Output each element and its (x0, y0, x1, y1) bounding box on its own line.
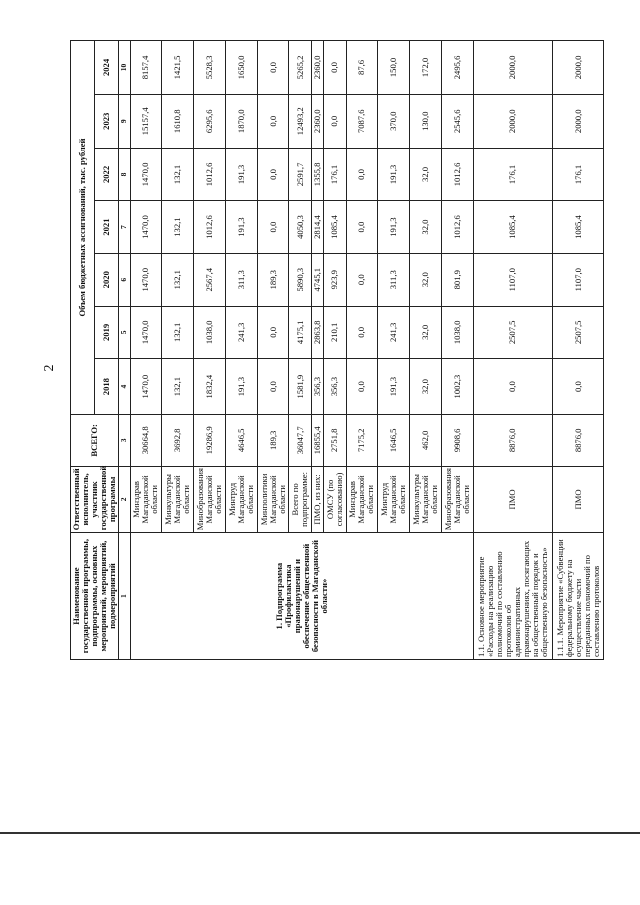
value-cell: 923,9 (324, 253, 346, 306)
value-cell: 3692,8 (162, 415, 194, 467)
value-cell: 4745,1 (311, 253, 324, 306)
header-name: Наименование государственной программы, подпрограммы, основных мероприятий, мероприятий, подмероприятий (71, 533, 119, 660)
value-cell: 32,0 (410, 359, 442, 415)
value-cell: 191,3 (225, 359, 257, 415)
value-cell: 0,0 (324, 94, 346, 148)
value-cell: 0,0 (346, 148, 378, 201)
col-number: 4 (119, 359, 131, 415)
responsible-cell: Минтруд Магаданской области (225, 466, 257, 533)
value-cell: 1470,0 (130, 253, 162, 306)
value-cell: 2000,0 (473, 94, 552, 148)
value-cell: 1421,5 (162, 41, 194, 95)
value-cell: 1581,9 (289, 359, 311, 415)
value-cell: 241,3 (378, 306, 410, 359)
measure-name: 1.1. Основное мероприятие «Расходы на реализацию полномочий по составлению протоколов об административных правонарушениях, посягающих на общественный порядок и общественную безопасность» (473, 533, 552, 660)
header-resp: Ответственный исполнитель, участник государственной программы (71, 466, 119, 533)
responsible-cell: ОМСУ (по согласованию) (324, 466, 346, 533)
value-cell: 0,0 (346, 201, 378, 254)
value-cell: 0,0 (473, 359, 552, 415)
value-cell: 1610,8 (162, 94, 194, 148)
value-cell: 356,3 (324, 359, 346, 415)
value-cell: 6295,6 (194, 94, 226, 148)
col-number: 7 (119, 201, 131, 254)
value-cell: 191,3 (378, 148, 410, 201)
value-cell: 172,0 (410, 41, 442, 95)
value-cell: 191,3 (378, 201, 410, 254)
responsible-cell: Минполитики Магаданской области (257, 466, 289, 533)
value-cell: 132,1 (162, 148, 194, 201)
value-cell: 2495,6 (441, 41, 473, 95)
value-cell: 7175,2 (346, 415, 378, 467)
value-cell: 15157,4 (130, 94, 162, 148)
header-year: 2019 (95, 306, 119, 359)
value-cell: 2545,6 (441, 94, 473, 148)
value-cell: 1012,6 (194, 201, 226, 254)
value-cell: 1470,0 (130, 201, 162, 254)
value-cell: 32,0 (410, 306, 442, 359)
value-cell: 311,3 (378, 253, 410, 306)
header-year: 2023 (95, 94, 119, 148)
value-cell: 189,3 (257, 253, 289, 306)
value-cell: 191,3 (378, 359, 410, 415)
responsible-cell: ПМО, из них: (311, 466, 324, 533)
measure-name: 1.1.1. Мероприятие «Субвенции федеральному бюджету на осуществление части переданных полномочий по составлению протоколов (553, 533, 604, 660)
value-cell: 1832,4 (194, 359, 226, 415)
value-cell: 241,3 (225, 306, 257, 359)
value-cell: 2567,4 (194, 253, 226, 306)
value-cell: 9908,6 (441, 415, 473, 467)
col-number: 3 (119, 415, 131, 467)
value-cell: 4175,1 (289, 306, 311, 359)
value-cell: 0,0 (257, 41, 289, 95)
value-cell: 2863,8 (311, 306, 324, 359)
value-cell: 132,1 (162, 253, 194, 306)
col-number: 2 (119, 466, 131, 533)
value-cell: 5890,3 (289, 253, 311, 306)
value-cell: 4646,5 (225, 415, 257, 467)
value-cell: 0,0 (257, 359, 289, 415)
value-cell: 1646,5 (378, 415, 410, 467)
value-cell: 1038,0 (441, 306, 473, 359)
responsible-cell: Минтруд Магаданской области (378, 466, 410, 533)
responsible-cell: Всего по подпрограмме: (289, 466, 311, 533)
col-number: 10 (119, 41, 131, 95)
value-cell: 462,0 (410, 415, 442, 467)
value-cell: 2360,0 (311, 94, 324, 148)
value-cell: 0,0 (553, 359, 604, 415)
header-budget: Объем бюджетных ассигнований, тыс. рублей (71, 41, 95, 415)
value-cell: 30664,8 (130, 415, 162, 467)
value-cell: 0,0 (257, 94, 289, 148)
value-cell: 0,0 (257, 148, 289, 201)
subprogram-title: 1. Подпрограмма «Профилактика правонарушений и обеспечение общественной безопасности в Магаданской области» (130, 533, 473, 660)
value-cell: 0,0 (346, 253, 378, 306)
value-cell: 0,0 (257, 201, 289, 254)
value-cell: 1355,8 (311, 148, 324, 201)
value-cell: 4050,3 (289, 201, 311, 254)
value-cell: 2751,8 (324, 415, 346, 467)
scan-edge-line (0, 832, 640, 834)
value-cell: 5528,3 (194, 41, 226, 95)
value-cell: 1650,0 (225, 41, 257, 95)
value-cell: 16855,4 (311, 415, 324, 467)
value-cell: 2507,5 (553, 306, 604, 359)
header-year: 2018 (95, 359, 119, 415)
value-cell: 801,9 (441, 253, 473, 306)
value-cell: 32,0 (410, 201, 442, 254)
value-cell: 5265,2 (289, 41, 311, 95)
rotated-table-area (70, 40, 601, 660)
value-cell: 356,3 (311, 359, 324, 415)
value-cell: 0,0 (346, 359, 378, 415)
value-cell: 7087,6 (346, 94, 378, 148)
responsible-cell: Минобразования Магаданской области (194, 466, 226, 533)
responsible-cell: Минздрав Магаданской области (130, 466, 162, 533)
value-cell: 150,0 (378, 41, 410, 95)
table-row (553, 41, 604, 660)
value-cell: 176,1 (324, 148, 346, 201)
value-cell: 2507,5 (473, 306, 552, 359)
value-cell: 36047,7 (289, 415, 311, 467)
value-cell: 189,3 (257, 415, 289, 467)
table-row (130, 41, 162, 660)
table-row (473, 41, 552, 660)
value-cell: 32,0 (410, 148, 442, 201)
responsible-cell: Минобразования Магаданской области (441, 466, 473, 533)
value-cell: 87,6 (346, 41, 378, 95)
value-cell: 1085,4 (553, 201, 604, 254)
value-cell: 1038,0 (194, 306, 226, 359)
value-cell: 8876,0 (473, 415, 552, 467)
responsible-cell: Минздрав Магаданской области (346, 466, 378, 533)
column-number-row (119, 41, 131, 660)
header-total: ВСЕГО: (71, 415, 119, 467)
header-year: 2020 (95, 253, 119, 306)
value-cell: 2000,0 (473, 41, 552, 95)
value-cell: 191,3 (225, 201, 257, 254)
value-cell: 12493,2 (289, 94, 311, 148)
value-cell: 1012,6 (441, 201, 473, 254)
header-year: 2022 (95, 148, 119, 201)
budget-table (70, 40, 604, 660)
value-cell: 210,1 (324, 306, 346, 359)
value-cell: 176,1 (553, 148, 604, 201)
value-cell: 370,0 (378, 94, 410, 148)
col-number: 6 (119, 253, 131, 306)
responsible-cell: ПМО (473, 466, 552, 533)
header-year: 2021 (95, 201, 119, 254)
responsible-cell: Минкультуры Магаданской области (410, 466, 442, 533)
value-cell: 32,0 (410, 253, 442, 306)
value-cell: 2000,0 (553, 94, 604, 148)
value-cell: 132,1 (162, 306, 194, 359)
value-cell: 1470,0 (130, 148, 162, 201)
value-cell: 1870,0 (225, 94, 257, 148)
page-number: 2 (42, 364, 57, 372)
value-cell: 1002,3 (441, 359, 473, 415)
value-cell: 1085,4 (324, 201, 346, 254)
responsible-cell: ПМО (553, 466, 604, 533)
value-cell: 8157,4 (130, 41, 162, 95)
responsible-cell: Минкультуры Магаданской области (162, 466, 194, 533)
value-cell: 2000,0 (553, 41, 604, 95)
value-cell: 2360,0 (311, 41, 324, 95)
value-cell: 2814,4 (311, 201, 324, 254)
value-cell: 1085,4 (473, 201, 552, 254)
value-cell: 132,1 (162, 359, 194, 415)
header-year: 2024 (95, 41, 119, 95)
value-cell: 1107,0 (473, 253, 552, 306)
value-cell: 132,1 (162, 201, 194, 254)
value-cell: 1012,6 (194, 148, 226, 201)
col-number: 9 (119, 94, 131, 148)
value-cell: 0,0 (324, 41, 346, 95)
value-cell: 1470,0 (130, 359, 162, 415)
value-cell: 1470,0 (130, 306, 162, 359)
value-cell: 176,1 (473, 148, 552, 201)
value-cell: 311,3 (225, 253, 257, 306)
value-cell: 191,3 (225, 148, 257, 201)
col-number: 8 (119, 148, 131, 201)
col-number: 1 (119, 533, 131, 660)
value-cell: 1107,0 (553, 253, 604, 306)
value-cell: 130,0 (410, 94, 442, 148)
value-cell: 2591,7 (289, 148, 311, 201)
value-cell: 0,0 (346, 306, 378, 359)
value-cell: 8876,0 (553, 415, 604, 467)
value-cell: 0,0 (257, 306, 289, 359)
value-cell: 19286,9 (194, 415, 226, 467)
col-number: 5 (119, 306, 131, 359)
value-cell: 1012,6 (441, 148, 473, 201)
